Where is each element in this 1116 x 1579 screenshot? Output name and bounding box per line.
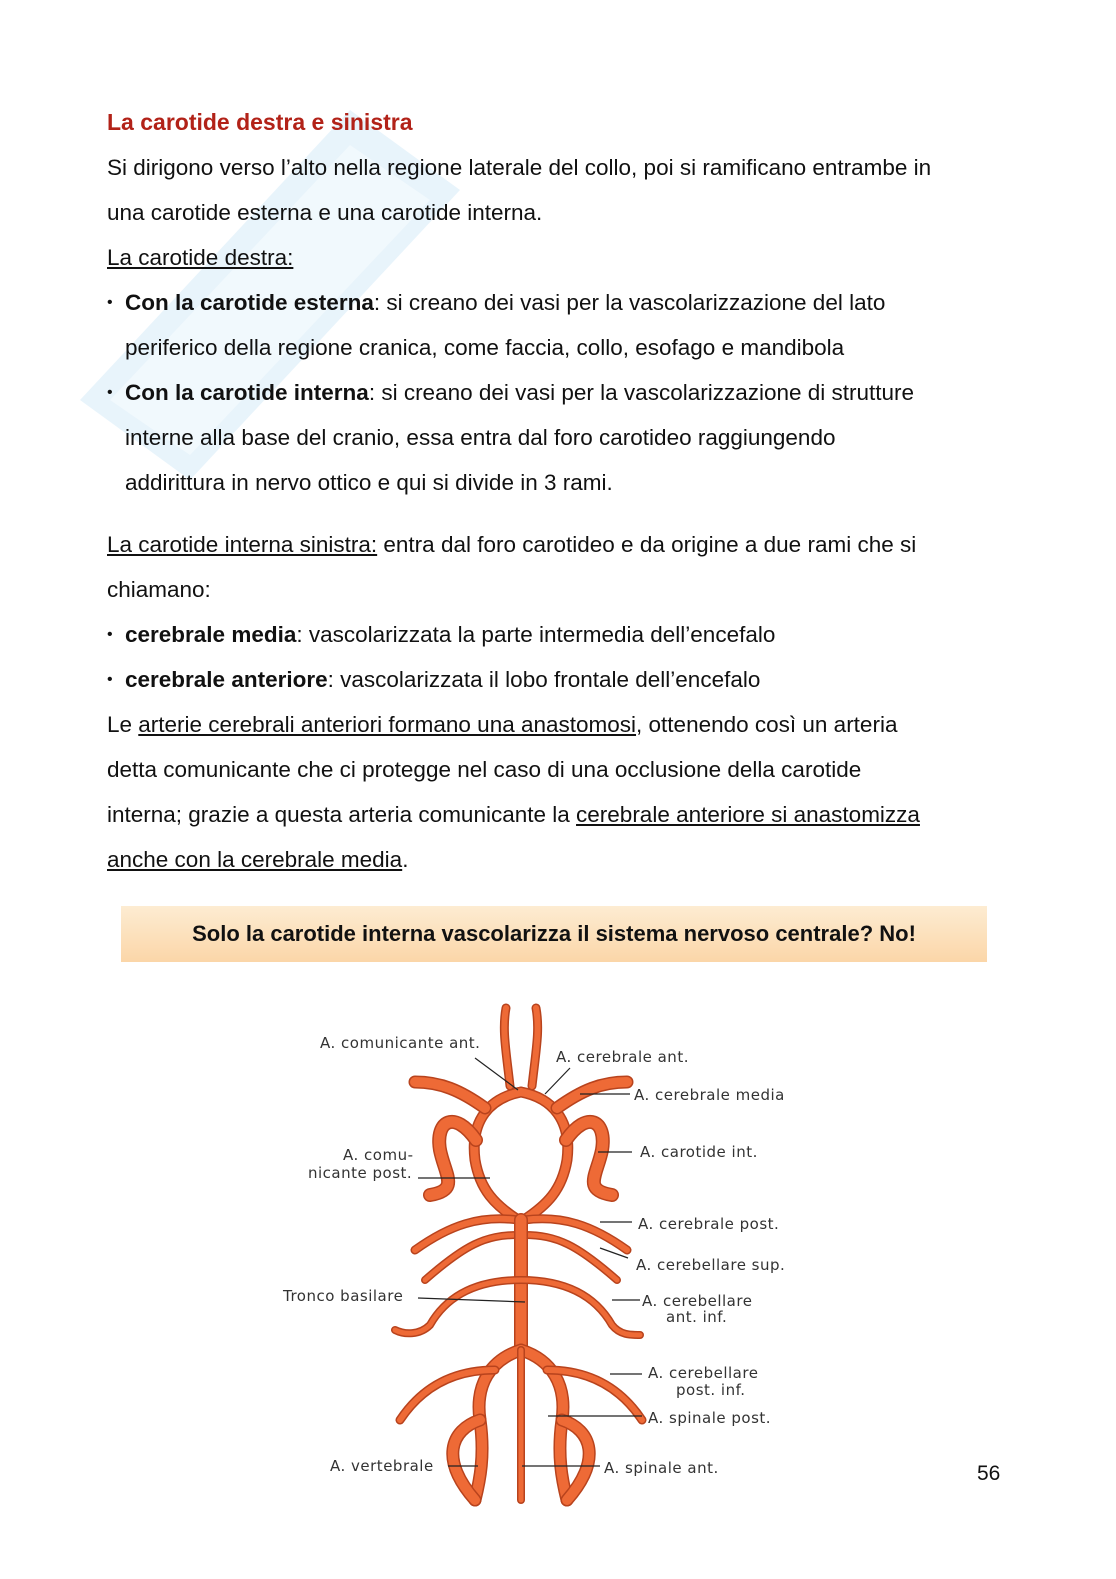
item-bold-term: Con la carotide interna (125, 380, 369, 405)
label-spinale-ant: A. spinale ant. (604, 1459, 719, 1477)
list-item (107, 280, 1007, 370)
label-comunicante-post-2: nicante post. (308, 1164, 413, 1182)
label-comunicante-post-1: A. comu- (343, 1146, 414, 1164)
sinistra-text: entra dal foro carotideo e da origine a due rami che si (377, 532, 917, 557)
destra-list (107, 280, 1007, 505)
label-cerebellare-ant-inf-1: A. cerebellare (642, 1292, 753, 1310)
label-tronco-basilare: Tronco basilare (283, 1287, 404, 1305)
item-text: periferico della regione cranica, come faccia, collo, esofago e mandibola (125, 335, 845, 360)
intro-line-1: Si dirigono verso l’alto nella regione laterale del collo, poi si ramificano entrambe in (107, 155, 932, 180)
label-cerebrale-ant: A. cerebrale ant. (556, 1048, 689, 1066)
label-cerebellare-ant-inf-2: ant. inf. (666, 1308, 728, 1326)
anastomosi-underline: arterie cerebrali anteriori formano una anastomosi (138, 712, 637, 737)
label-cerebrale-post: A. cerebrale post. (638, 1215, 780, 1233)
anastomosi-underline-3: anche con la cerebrale media (107, 847, 403, 872)
sinistra-label: La carotide interna sinistra: (107, 532, 378, 557)
label-cerebellare-post-inf-2: post. inf. (676, 1381, 746, 1399)
anastomosi-line-3: interna; grazie a questa arteria comunicante la cerebrale anteriore si anastomizza (107, 802, 920, 827)
item-text: interne alla base del cranio, essa entra dal foro carotideo raggiungendo (125, 425, 836, 450)
section-heading: La carotide destra e sinistra (107, 109, 413, 135)
page-number: 56 (977, 1462, 1001, 1485)
list-item (107, 612, 1007, 657)
callout-box: Solo la carotide interna vascolarizza il sistema nervoso centrale? No! (121, 906, 987, 962)
item-bold-term: Con la carotide esterna (125, 290, 374, 315)
intro-line-2: una carotide esterna e una carotide interna. (107, 200, 543, 225)
list-item (107, 370, 1007, 505)
list-item (107, 657, 1007, 702)
anastomosi-underline-2: cerebrale anteriore si anastomizza (576, 802, 920, 827)
anastomosi-line-4: anche con la cerebrale media. (107, 847, 409, 872)
circle-of-willis-figure (270, 990, 830, 1510)
label-cerebrale-media: A. cerebrale media (634, 1086, 785, 1104)
item-bold-term: cerebrale media (125, 622, 297, 647)
item-text: : vascolarizzata la parte intermedia dell’encefalo (296, 622, 776, 647)
sinistra-text-2: chiamano: (107, 577, 211, 602)
sinistra-list (107, 612, 1007, 702)
label-vertebrale: A. vertebrale (330, 1457, 434, 1475)
artery-diagram (270, 990, 830, 1510)
label-carotide-int: A. carotide int. (640, 1143, 758, 1161)
anastomosi-line-2: detta comunicante che ci protegge nel caso di una occlusione della carotide (107, 757, 862, 782)
item-text: : si creano dei vasi per la vascolarizzazione di strutture (368, 380, 915, 405)
anastomosi-line-1: Le arterie cerebrali anteriori formano una anastomosi, ottenendo così un arteria (107, 712, 898, 737)
main-text (107, 100, 1007, 882)
item-text: addirittura in nervo ottico e qui si divide in 3 rami. (125, 470, 613, 495)
label-spinale-post: A. spinale post. (648, 1409, 772, 1427)
destra-label: La carotide destra: (107, 245, 294, 270)
label-comunicante-ant: A. comunicante ant. (320, 1034, 481, 1052)
item-bold-term: cerebrale anteriore (125, 667, 328, 692)
label-cerebellare-post-inf-1: A. cerebellare (648, 1364, 759, 1382)
label-cerebellare-sup: A. cerebellare sup. (636, 1256, 786, 1274)
item-text: : si creano dei vasi per la vascolarizzazione del lato (373, 290, 886, 315)
item-text: : vascolarizzata il lobo frontale dell’encefalo (327, 667, 761, 692)
